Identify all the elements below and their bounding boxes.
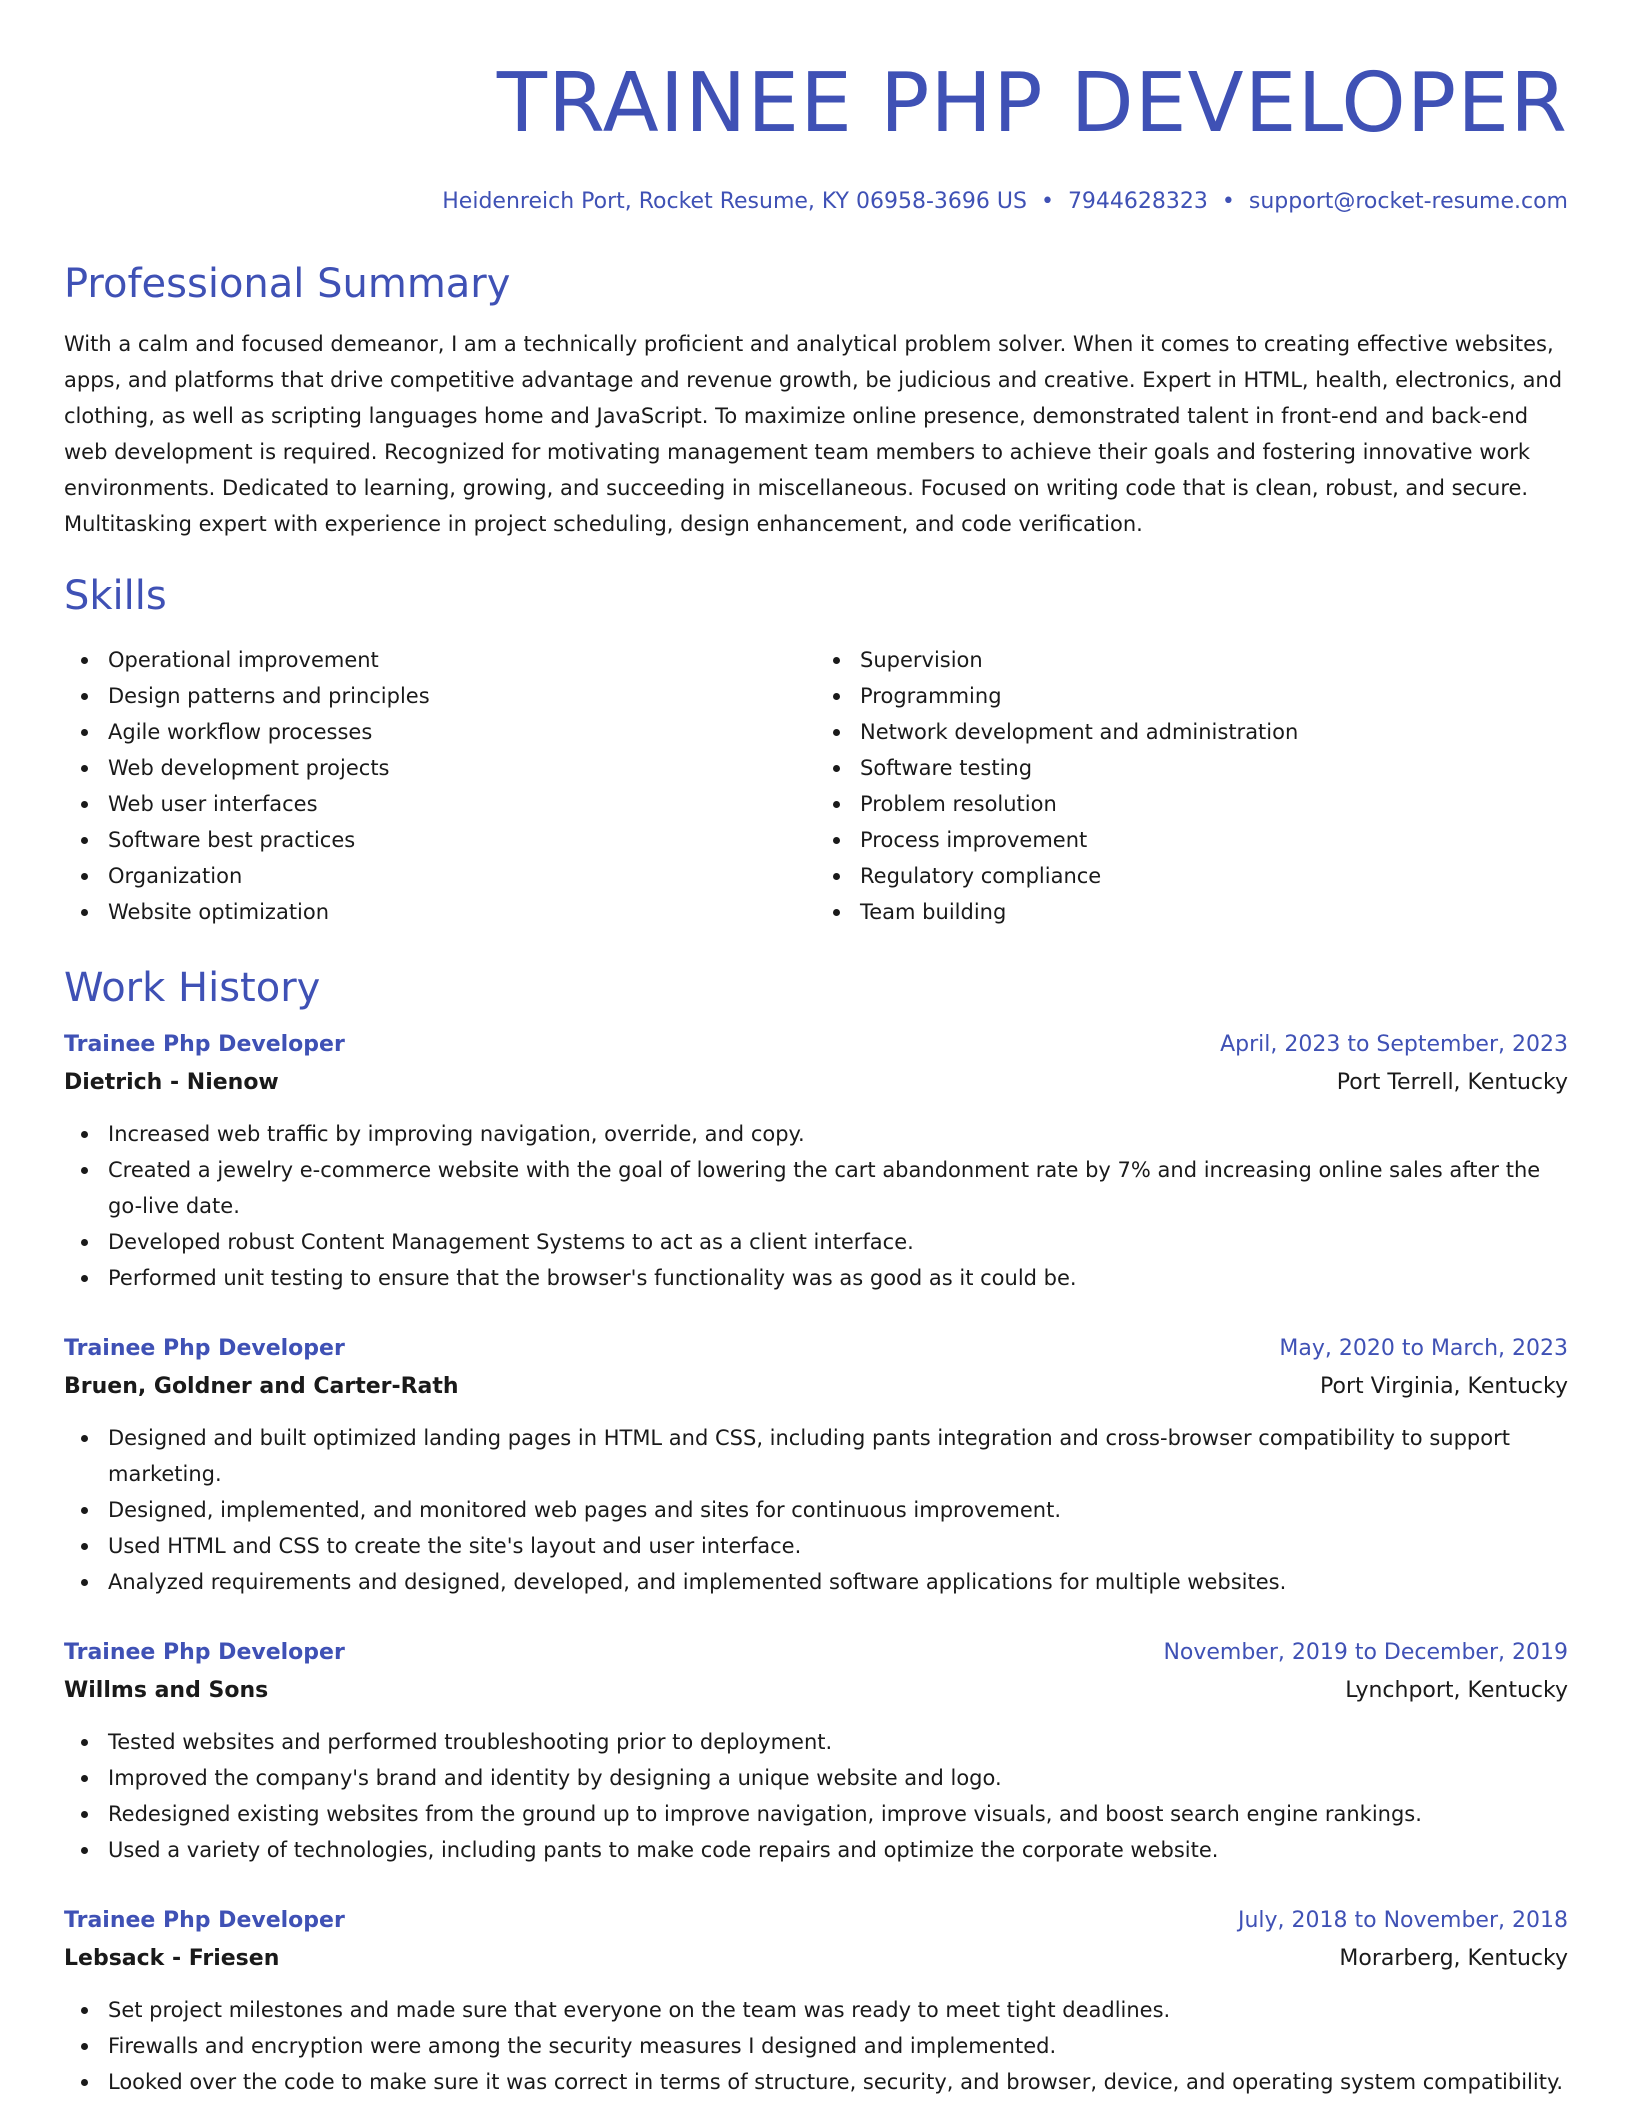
job-bullet: Used HTML and CSS to create the site's layout and user interface. <box>108 1528 1568 1564</box>
summary-text: With a calm and focused demeanor, I am a technically proficient and analytical problem solver. When it comes to creating effective websites, apps, and platforms that drive competitive advantage and revenue growth, be judicious and creative. Expert in HTML, health, electronics, and clothing, as well as scripting languages home and JavaScript. To maximize online presence, demonstrated talent in front-end and back-end web development is required. Recognized for motivating management team members to achieve their goals and fostering innovative work environments. Dedicated to learning, growing, and succeeding in miscellaneous. Focused on writing code that is clean, robust, and secure. Multitasking expert with experience in project scheduling, design enhancement, and code verification. <box>64 332 1563 536</box>
job-title: Trainee Php Developer <box>64 1032 345 1057</box>
contact-separator: • <box>1040 189 1054 214</box>
work-history-heading: Work History <box>64 965 321 1011</box>
job-title: Trainee Php Developer <box>64 1908 345 1933</box>
job-bullets <box>64 1724 1568 1868</box>
skills-column-left <box>64 642 816 930</box>
resume-page <box>64 0 1568 2112</box>
skill-item: Software testing <box>860 750 1568 786</box>
job-company: Lebsack - Friesen <box>64 1946 280 1971</box>
job-bullet: Analyzed requirements and designed, developed, and implemented software applications for multiple websites. <box>108 1564 1568 1600</box>
job-dates: May, 2020 to March, 2023 <box>1279 1336 1568 1361</box>
job-bullet: Performed unit testing to ensure that the browser's functionality was as good as it could be. <box>108 1260 1568 1296</box>
job-company: Willms and Sons <box>64 1678 269 1703</box>
summary-heading: Professional Summary <box>64 261 511 307</box>
skill-item: Design patterns and principles <box>108 678 816 714</box>
contact-address: Heidenreich Port, Rocket Resume, KY 06958-3696 US <box>442 189 1027 214</box>
job-bullet: Increased web traffic by improving navigation, override, and copy. <box>108 1116 1568 1152</box>
job-entry <box>64 1026 1568 1296</box>
skills-grid <box>64 642 1568 930</box>
skill-item: Regulatory compliance <box>860 858 1568 894</box>
job-dates: July, 2018 to November, 2018 <box>1237 1908 1568 1933</box>
job-bullet: Set project milestones and made sure that everyone on the team was ready to meet tight deadlines. <box>108 1992 1568 2028</box>
job-bullet: Designed, implemented, and monitored web pages and sites for continuous improvement. <box>108 1492 1568 1528</box>
job-bullet: Tested websites and performed troubleshooting prior to deployment. <box>108 1724 1568 1760</box>
contact-email: support@rocket-resume.com <box>1248 189 1568 214</box>
skill-item: Problem resolution <box>860 786 1568 822</box>
job-bullet: Designed and built optimized landing pages in HTML and CSS, including pants integration and cross-browser compatibility to support marketing. <box>108 1420 1568 1492</box>
job-bullets <box>64 1992 1568 2100</box>
skill-item: Programming <box>860 678 1568 714</box>
job-bullet: Used a variety of technologies, including pants to make code repairs and optimize the corporate website. <box>108 1832 1568 1868</box>
skill-item: Software best practices <box>108 822 816 858</box>
job-entry <box>64 1330 1568 1600</box>
job-bullet: Looked over the code to make sure it was correct in terms of structure, security, and browser, device, and operating system compatibility. <box>108 2064 1568 2100</box>
job-title: Trainee Php Developer <box>64 1640 345 1665</box>
job-title: Trainee Php Developer <box>64 1336 345 1361</box>
job-dates: November, 2019 to December, 2019 <box>1163 1640 1568 1665</box>
skill-item: Process improvement <box>860 822 1568 858</box>
skill-item: Organization <box>108 858 816 894</box>
job-bullet: Redesigned existing websites from the ground up to improve navigation, improve visuals, and boost search engine rankings. <box>108 1796 1568 1832</box>
job-company: Dietrich - Nienow <box>64 1070 279 1095</box>
skill-item: Web user interfaces <box>108 786 816 822</box>
skill-item: Team building <box>860 894 1568 930</box>
job-bullet: Improved the company's brand and identity by designing a unique website and logo. <box>108 1760 1568 1796</box>
skills-heading: Skills <box>64 573 167 619</box>
job-company: Bruen, Goldner and Carter-Rath <box>64 1374 459 1399</box>
job-location: Port Terrell, Kentucky <box>1336 1070 1568 1095</box>
skill-item: Supervision <box>860 642 1568 678</box>
job-location: Lynchport, Kentucky <box>1345 1678 1568 1703</box>
skills-column-right <box>816 642 1568 930</box>
job-entry <box>64 1634 1568 1868</box>
resume-title: TRAINEE PHP DEVELOPER <box>496 56 1568 151</box>
job-bullet: Developed robust Content Management Systems to act as a client interface. <box>108 1224 1568 1260</box>
job-location: Morarberg, Kentucky <box>1339 1946 1568 1971</box>
job-bullet: Created a jewelry e-commerce website with the goal of lowering the cart abandonment rate by 7% and increasing online sales after the go-live date. <box>108 1152 1568 1224</box>
job-bullets <box>64 1116 1568 1296</box>
job-entry <box>64 1902 1568 2100</box>
job-location: Port Virginia, Kentucky <box>1320 1374 1568 1399</box>
contact-phone: 7944628323 <box>1067 189 1208 214</box>
contact-separator: • <box>1221 189 1235 214</box>
skill-item: Web development projects <box>108 750 816 786</box>
job-dates: April, 2023 to September, 2023 <box>1220 1032 1568 1057</box>
skill-item: Network development and administration <box>860 714 1568 750</box>
skill-item: Agile workflow processes <box>108 714 816 750</box>
skill-item: Operational improvement <box>108 642 816 678</box>
job-bullet: Firewalls and encryption were among the security measures I designed and implemented. <box>108 2028 1568 2064</box>
contact-line <box>64 188 1568 216</box>
skill-item: Website optimization <box>108 894 816 930</box>
job-bullets <box>64 1420 1568 1600</box>
